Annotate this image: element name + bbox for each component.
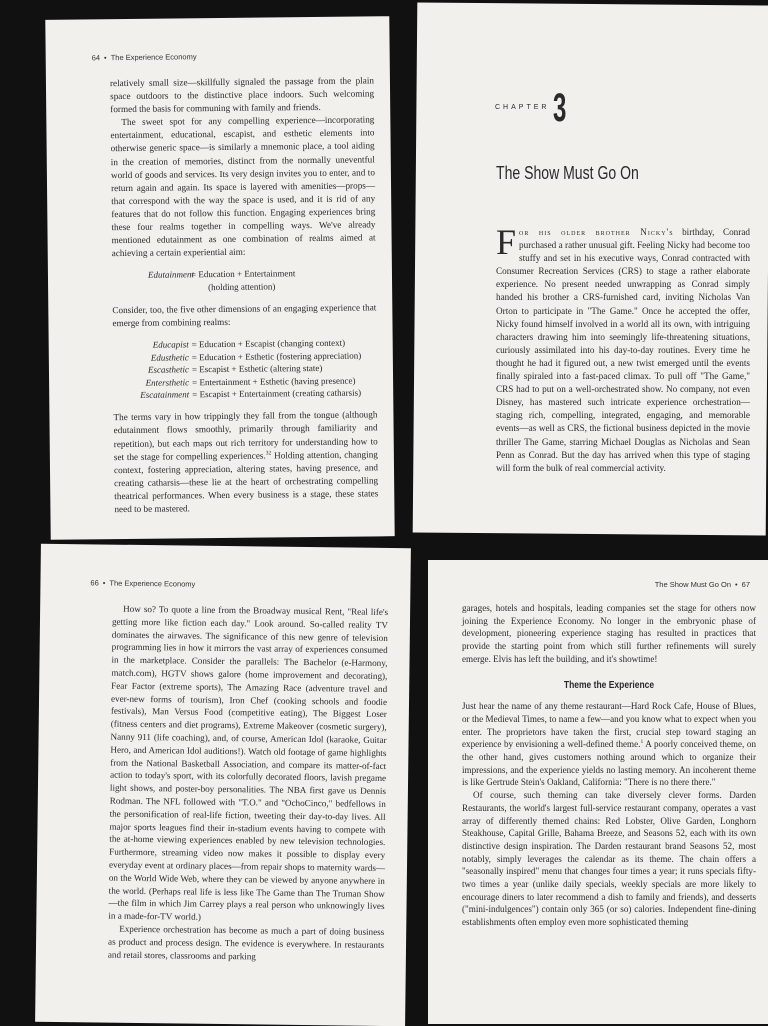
footnote-ref: 32 xyxy=(265,450,272,457)
chapter-label: CHAPTER xyxy=(495,104,550,111)
formula-term: Escatainment xyxy=(140,389,190,400)
paragraph: How so? To quote a line from the Broadway musical Rent, "Real life's getting more like fiction each day." Look around. So-called reality TV dominates the airwaves. The significance of this new genre of television programming lies in how it mirrors the vast array of experiences consumed in the marketplace. Consider the parallels: The Bachelor (e-Harmony, match.com), HGTV shows galore (home improvement and decorating), Fear Factor (extreme sports), The Amazing Race (adventure travel and ever-new forms of tourism), Iron Chef (cooking schools and foodie festivals), Man Versus Food (competitive eating), The Biggest Loser (fitness centers and diet programs), Extreme Makeover (cosmetic surgery), Nanny 911 (life coaching), and, of course, American Idol (karaoke, Guitar Hero, and American Idol auditions!). Watch old footage of game highlights from the National Basketball Association, and compare its matter-of-fact action to today's sport, with its colorfully decorated floors, lavish pregame light shows, and poster-boy personalities. The NBA first gave us Dennis Rodman. The NFL followed with "T.O." and "OchoCinco," bedfellows in the personification of real-life fiction, tweeting their day-to-day lives. All major sports leagues find their in-stadium events having to compete with the at-home viewing experiences enabled by new television technologies. Furthermore, streaming video now makes it possible to display every everyday event at ordinary places—from repair shops to maternity wards—on the World Wide Web, where they can be viewed by anyone anywhere in the world. (Perhaps real life is less like The Game than The Truman Show—the film in which Jim Carrey plays a real person who unknowingly lives in a made-for-TV world.) xyxy=(108,603,389,922)
page-body xyxy=(462,602,756,929)
paragraph: Of course, such theming can take diversely clever forms. Darden Restaurants, the world's largest full-service restaurant company, operates a vast array of differently themed chains: Red Lobster, Olive Garden, Longhorn Steakhouse, Capital Grille, Bahama Breeze, and Seasons 52, each with its own distinctive design inspiration. The Darden restaurant brand Seasons 52, most notably, simply leverages the calendar as its theme. The chain offers a "seasonally inspired" menu that changes four times a year; it runs specials fifty-two times a year (unlike daily specials, weekly specials are more likely to encourage diners to later recommend a dish to family and friends), and desserts ("mini-indulgences") contain only 365 (or so) calories. Independent fine-dining establishments often employ even more sophisticated theming xyxy=(462,790,756,928)
formula-term: Educapist xyxy=(152,339,189,351)
paragraph: garages, hotels and hospitals, leading companies set the stage for others now joining the Experience Economy. No longer in the embryonic phase of development, pioneering experience staging has resulted in practices that provide the starting point from which still further refinements will surely emerge. Elvis has left the building, and it's showtime! xyxy=(462,603,756,664)
paragraph-text: Holding attention, changing context, fostering appreciation, altering states, having presence, and creating catharsis—these lie at the heart of orchestrating compelling theatrical performances. When every business is a stage, these states need to be mastered. xyxy=(113,448,379,515)
formula-definition: = Education + Escapist (changing context) xyxy=(191,338,346,350)
formula-definition: = Education + Esthetic (fostering appreciation) xyxy=(191,350,362,363)
paragraph-text: A poorly conceived theme, on the other hand, gives customers nothing around which to organize their impressions, and the experience yields no lasting memory. An incoherent theme is like Gertrude Stein's Oakland, California: "There is no there there." xyxy=(462,739,756,788)
paragraph: relatively small size—skillfully signaled the passage from the plain space outdoors to the distinctive place indoors. Such welcoming formed the basis for communing with family and friends. xyxy=(109,75,375,115)
running-header xyxy=(92,52,197,62)
formula-block xyxy=(112,267,376,295)
formula-list xyxy=(113,337,378,402)
paragraph xyxy=(462,700,756,789)
chapter-opening-body xyxy=(496,222,750,475)
paragraph-text: Just hear the name of any theme restaurant—Hard Rock Cafe, House of Blues, or the Medieval Times, to name a few—and you know what to expect when you enter. The proprietors have taken the first, crucial step toward staging an experience by envisioning a well-defined theme. xyxy=(462,701,756,750)
formula-definition: = Education + Entertainment xyxy=(190,268,296,280)
formula-term: Edutainment xyxy=(147,269,195,281)
chapter-title: The Show Must Go On xyxy=(496,163,639,183)
running-header xyxy=(90,578,195,588)
drop-cap: F xyxy=(496,222,517,262)
lead-in-caps: or his older brother Nicky's xyxy=(519,227,674,237)
header-title: The Show Must Go On xyxy=(654,580,732,589)
running-header xyxy=(655,580,750,589)
paragraph: Experience orchestration has become as much a part of doing business as product and process design. The evidence is everywhere. In restaurants and retail stores, classrooms and parking xyxy=(107,923,385,961)
header-title: The Experience Economy xyxy=(109,578,196,589)
formula-term: Entersthetic xyxy=(145,376,190,388)
book-page-66 xyxy=(35,544,411,1026)
formula-term: Escasthetic xyxy=(147,364,190,375)
formula-note: (holding attention) xyxy=(208,281,276,292)
formula-definition: = Escapist + Entertainment (creating catharsis) xyxy=(192,387,362,400)
footnote-ref: 1 xyxy=(640,739,644,746)
paragraph xyxy=(113,409,378,517)
paragraph-text: The terms vary in how trippingly they fall from the tongue (although edutainment flows smoothly, primarily through familiarity and repetition), but each maps out rich territory for understanding how to set the stage for compelling experiences. xyxy=(113,409,378,462)
paragraph: The sweet spot for any compelling experience—incorporating entertainment, educational, escapist, and esthetic elements into otherwise generic space—is similarly a mnemonic place, a tool aiding in the creation of memories, distinct from the normally uneventful world of goods and services. Its very design invites you to enter, and to return again and again. Its space is layered with amenities—props—that correspond with the way the space is used, and it is rid of any features that do not follow this function. Engaging experiences bring these four realms together in compelling ways. We've already mentioned edutainment as one combination of realms aimed at achieving a certain experiential aim: xyxy=(110,114,376,259)
section-heading: Theme the Experience xyxy=(563,679,655,691)
header-separator: • xyxy=(735,580,738,589)
paragraph: Consider, too, the five other dimensions of an engaging experience that emerge from combining realms: xyxy=(112,302,377,329)
header-separator: • xyxy=(102,578,106,588)
page-body xyxy=(108,603,388,965)
paragraph xyxy=(496,222,750,475)
page-body xyxy=(110,74,379,516)
book-page-64 xyxy=(45,16,394,540)
chapter-number: 3 xyxy=(553,86,567,130)
formula-term: Edusthetic xyxy=(150,352,189,363)
page-number: 64 xyxy=(91,53,101,63)
page-number: 67 xyxy=(741,580,750,589)
paragraph-text: birthday, Conrad purchased a rather unusual gift. Feeling Nicky had become too stuffy and set in his executive ways, Conrad contracted with Consumer Recreation Services (CRS) to stage a rather elaborate experience. No present needed unwrapping as Conrad simply handed his brother a CRS-furnished card, inviting Nicholas Van Orton to participate in "The Game." Once he accepted the offer, Nicky found himself involved in a world all its own, with intriguing characters drawing him into seemingly life-threatening situations, curiously assimilated into his day-to-day routines. Every time he thought he had it figured out, a new twist emerged until the events finally spiraled into a fast-paced climax. To pull off "The Game," CRS had to put on a well-orchestrated show. No company, not even Disney, has mastered such intricate experience orchestration—staging rich, compelling, integrated, engaging, and memorable events—as well as CRS, the fictional business depicted in the movie thriller The Game, starring Michael Douglas as Nicholas and Sean Penn as Conrad. But the day has arrived when this type of staging will form the bulk of real commercial activity. xyxy=(496,227,750,473)
book-page-67 xyxy=(428,560,768,1024)
formula-row xyxy=(113,386,377,401)
formula-definition: = Entertainment + Esthetic (having presence) xyxy=(192,375,356,387)
header-separator: • xyxy=(103,53,107,63)
formula-definition: = Escapist + Esthetic (altering state) xyxy=(191,363,323,375)
header-title: The Experience Economy xyxy=(110,52,197,63)
page-number: 66 xyxy=(90,578,99,588)
